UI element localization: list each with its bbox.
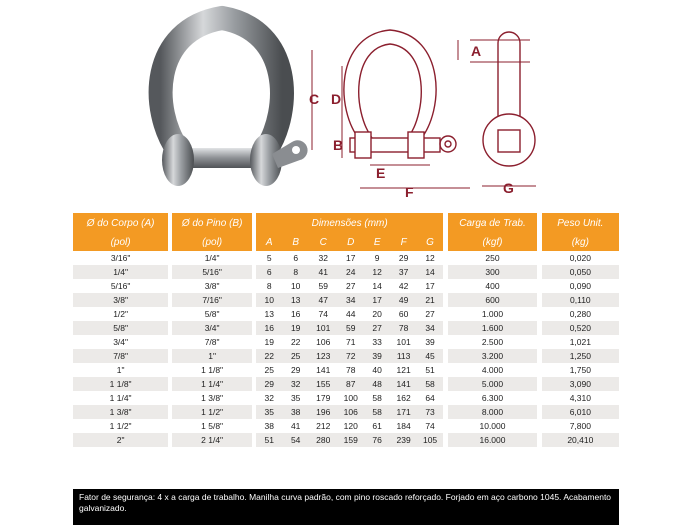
dim-e-header: E [364, 235, 390, 251]
table-cell: 123 [309, 349, 338, 363]
table-row [73, 419, 619, 433]
table-cell: 7,800 [542, 419, 619, 433]
table-cell: 29 [256, 377, 282, 391]
table-cell: 155 [309, 377, 338, 391]
label-d: D [331, 91, 342, 107]
label-b: B [333, 137, 344, 153]
table-cell: 141 [390, 377, 416, 391]
table-cell: 48 [364, 377, 390, 391]
table-cell: 0,050 [542, 265, 619, 279]
label-g: G [503, 180, 514, 196]
unit-corpo: (pol) [73, 235, 168, 251]
table-cell: 121 [390, 363, 416, 377]
table-cell: 1.600 [448, 321, 538, 335]
table-cell: 1" [73, 363, 168, 377]
table-cell: 600 [448, 293, 538, 307]
table-cell: 0,110 [542, 293, 619, 307]
header-dimensoes: Dimensões (mm) [256, 213, 443, 235]
table-cell: 8 [256, 279, 282, 293]
dim-d-header: D [337, 235, 363, 251]
table-cell: 14 [364, 279, 390, 293]
front-dimension-drawing [312, 30, 536, 188]
dim-a-header: A [256, 235, 282, 251]
table-cell: 51 [256, 433, 282, 447]
table-cell: 61 [364, 419, 390, 433]
table-cell: 34 [337, 293, 363, 307]
unit-carga: (kgf) [448, 235, 538, 251]
table-cell: 71 [337, 335, 363, 349]
table-cell: 5/16" [172, 265, 251, 279]
product-illustrations [0, 0, 689, 205]
table-cell: 9 [364, 251, 390, 265]
table-cell: 72 [337, 349, 363, 363]
table-cell: 2.500 [448, 335, 538, 349]
table-cell: 212 [309, 419, 338, 433]
table-cell: 1/4" [73, 265, 168, 279]
table-row [73, 307, 619, 321]
label-a: A [471, 43, 482, 59]
table-cell: 27 [417, 307, 443, 321]
table-cell: 105 [417, 433, 443, 447]
table-cell: 44 [337, 307, 363, 321]
table-cell: 51 [417, 363, 443, 377]
table-cell: 58 [417, 377, 443, 391]
table-cell: 21 [417, 293, 443, 307]
table-cell: 35 [256, 405, 282, 419]
table-cell: 171 [390, 405, 416, 419]
table-cell: 6 [256, 265, 282, 279]
table-cell: 42 [390, 279, 416, 293]
table-cell: 41 [309, 265, 338, 279]
table-cell: 1 3/8" [172, 391, 251, 405]
table-cell: 120 [337, 419, 363, 433]
header-corpo: Ø do Corpo (A) [73, 213, 168, 235]
table-cell: 58 [364, 391, 390, 405]
table-cell: 4,310 [542, 391, 619, 405]
table-row [73, 321, 619, 335]
table-cell: 2 1/4" [172, 433, 251, 447]
table-cell: 100 [337, 391, 363, 405]
table-cell: 22 [282, 335, 308, 349]
table-cell: 76 [364, 433, 390, 447]
table-cell: 1 3/8" [73, 405, 168, 419]
table-cell: 101 [390, 335, 416, 349]
table-cell: 1 1/4" [73, 391, 168, 405]
table-cell: 16 [282, 307, 308, 321]
table-cell: 73 [417, 405, 443, 419]
table-cell: 13 [282, 293, 308, 307]
table-cell: 0,280 [542, 307, 619, 321]
table-cell: 10 [256, 293, 282, 307]
table-cell: 37 [390, 265, 416, 279]
table-cell: 58 [364, 405, 390, 419]
table-cell: 400 [448, 279, 538, 293]
table-cell: 5 [256, 251, 282, 265]
table-row [73, 293, 619, 307]
dim-f-header: F [390, 235, 416, 251]
table-cell: 19 [256, 335, 282, 349]
table-cell: 4.000 [448, 363, 538, 377]
table-cell: 22 [256, 349, 282, 363]
table-cell: 1,021 [542, 335, 619, 349]
table-cell: 20,410 [542, 433, 619, 447]
footer-note: Fator de segurança: 4 x a carga de trabalho. Manilha curva padrão, com pino roscado reforçado. Forjado em aço carbono 1045. Acabamento galvanizado. [73, 489, 619, 525]
table-cell: 0,020 [542, 251, 619, 265]
table-cell: 2" [73, 433, 168, 447]
table-cell: 6.300 [448, 391, 538, 405]
dimension-labels [309, 43, 514, 200]
table-cell: 78 [337, 363, 363, 377]
table-cell: 19 [282, 321, 308, 335]
table-row [73, 377, 619, 391]
table-cell: 7/8" [172, 335, 251, 349]
dim-b-header: B [282, 235, 308, 251]
table-cell: 25 [282, 349, 308, 363]
table-cell: 162 [390, 391, 416, 405]
table-row [73, 433, 619, 447]
table-cell: 1,250 [542, 349, 619, 363]
table-cell: 7/8" [73, 349, 168, 363]
table-row [73, 391, 619, 405]
table-cell: 87 [337, 377, 363, 391]
header-pino: Ø do Pino (B) [172, 213, 251, 235]
unit-pino: (pol) [172, 235, 251, 251]
table-row [73, 251, 619, 265]
table-cell: 1 1/4" [172, 377, 251, 391]
table-cell: 27 [364, 321, 390, 335]
table-cell: 101 [309, 321, 338, 335]
table-row [73, 349, 619, 363]
table-cell: 1 1/8" [172, 363, 251, 377]
table-cell: 5/8" [73, 321, 168, 335]
table-cell: 39 [417, 335, 443, 349]
shackle-graphics [0, 0, 689, 205]
table-cell: 6,010 [542, 405, 619, 419]
table-cell: 280 [309, 433, 338, 447]
table-cell: 25 [256, 363, 282, 377]
table-cell: 64 [417, 391, 443, 405]
table-cell: 29 [282, 363, 308, 377]
label-c: C [309, 91, 320, 107]
header-peso: Peso Unit. [542, 213, 619, 235]
table-cell: 239 [390, 433, 416, 447]
table-cell: 14 [417, 265, 443, 279]
dim-c-header: C [309, 235, 338, 251]
table-cell: 60 [390, 307, 416, 321]
table-cell: 159 [337, 433, 363, 447]
table-cell: 6 [282, 251, 308, 265]
table-cell: 0,520 [542, 321, 619, 335]
header-carga: Carga de Trab. [448, 213, 538, 235]
table-cell: 8.000 [448, 405, 538, 419]
table-cell: 7/16" [172, 293, 251, 307]
table-cell: 35 [282, 391, 308, 405]
shackle-photo [161, 18, 308, 186]
table-row [73, 335, 619, 349]
table-cell: 32 [309, 251, 338, 265]
table-cell: 34 [417, 321, 443, 335]
table-cell: 45 [417, 349, 443, 363]
table-cell: 3/16" [73, 251, 168, 265]
table-cell: 17 [364, 293, 390, 307]
table-cell: 39 [364, 349, 390, 363]
table-cell: 5.000 [448, 377, 538, 391]
table-cell: 49 [390, 293, 416, 307]
table-cell: 74 [417, 419, 443, 433]
table-cell: 78 [390, 321, 416, 335]
table-cell: 10 [282, 279, 308, 293]
table-cell: 74 [309, 307, 338, 321]
table-cell: 17 [337, 251, 363, 265]
table-cell: 3/8" [172, 279, 251, 293]
unit-peso: (kg) [542, 235, 619, 251]
table-cell: 20 [364, 307, 390, 321]
table-row [73, 265, 619, 279]
table-cell: 250 [448, 251, 538, 265]
table-cell: 33 [364, 335, 390, 349]
table-cell: 1 1/8" [73, 377, 168, 391]
table-cell: 1.000 [448, 307, 538, 321]
table-cell: 1/2" [73, 307, 168, 321]
table-row [73, 363, 619, 377]
table-cell: 40 [364, 363, 390, 377]
table-cell: 1 1/2" [172, 405, 251, 419]
table-cell: 5/16" [73, 279, 168, 293]
table-cell: 24 [337, 265, 363, 279]
table-cell: 3/4" [172, 321, 251, 335]
table-cell: 1 5/8" [172, 419, 251, 433]
table-cell: 141 [309, 363, 338, 377]
dim-g-header: G [417, 235, 443, 251]
table-cell: 32 [256, 391, 282, 405]
table-cell: 1 1/2" [73, 419, 168, 433]
table-cell: 184 [390, 419, 416, 433]
table-cell: 12 [417, 251, 443, 265]
table-cell: 1/4" [172, 251, 251, 265]
table-cell: 47 [309, 293, 338, 307]
table-cell: 106 [337, 405, 363, 419]
table-cell: 8 [282, 265, 308, 279]
table-row [73, 405, 619, 419]
table-cell: 12 [364, 265, 390, 279]
table-row [73, 279, 619, 293]
table-cell: 10.000 [448, 419, 538, 433]
table-cell: 3/8" [73, 293, 168, 307]
table-cell: 59 [309, 279, 338, 293]
table-cell: 179 [309, 391, 338, 405]
table-cell: 3/4" [73, 335, 168, 349]
shackle-spec-table [73, 213, 619, 447]
table-cell: 113 [390, 349, 416, 363]
table-cell: 38 [282, 405, 308, 419]
label-f: F [405, 184, 414, 200]
table-cell: 1" [172, 349, 251, 363]
table-cell: 1,750 [542, 363, 619, 377]
table-cell: 106 [309, 335, 338, 349]
table-cell: 3,090 [542, 377, 619, 391]
table-cell: 5/8" [172, 307, 251, 321]
table-cell: 54 [282, 433, 308, 447]
table-cell: 32 [282, 377, 308, 391]
label-e: E [376, 165, 386, 181]
table-cell: 13 [256, 307, 282, 321]
table-cell: 3.200 [448, 349, 538, 363]
table-cell: 41 [282, 419, 308, 433]
table-cell: 16.000 [448, 433, 538, 447]
table-cell: 38 [256, 419, 282, 433]
table-cell: 300 [448, 265, 538, 279]
table-cell: 29 [390, 251, 416, 265]
table-cell: 0,090 [542, 279, 619, 293]
table-cell: 59 [337, 321, 363, 335]
table-cell: 27 [337, 279, 363, 293]
table-cell: 16 [256, 321, 282, 335]
table-cell: 17 [417, 279, 443, 293]
table-cell: 196 [309, 405, 338, 419]
